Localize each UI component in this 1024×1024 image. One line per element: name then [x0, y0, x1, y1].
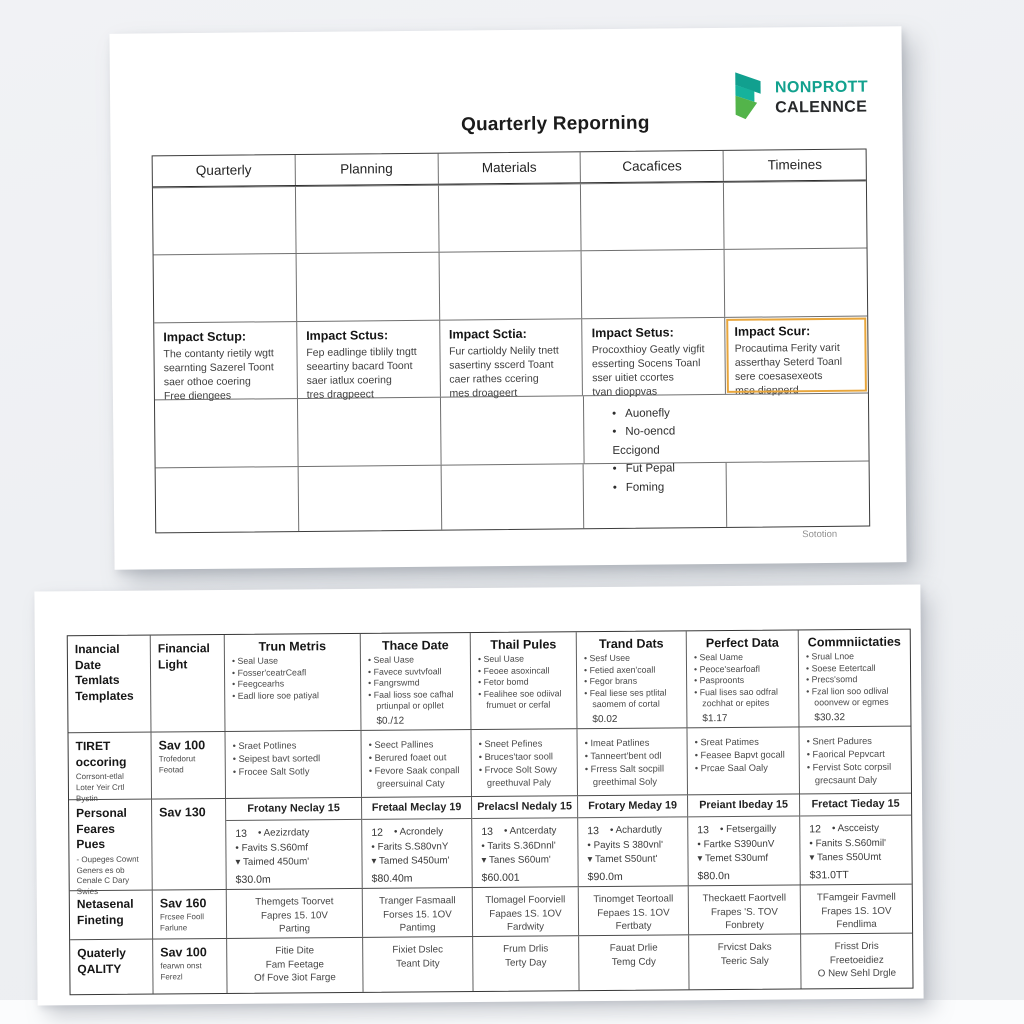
bullet-item: • Fervist Sotc corpsil grecsaunt Daly — [807, 761, 907, 788]
header-cell — [576, 631, 687, 728]
impact-label: Impact Sctup: — [163, 329, 247, 345]
bullet-item: • Sneet Pefines — [479, 737, 573, 751]
empty-cell — [155, 399, 298, 467]
top-paper — [109, 26, 906, 570]
bullet-item: • Fual lises sao odfral zochhat or epites — [694, 686, 794, 710]
bullet-item: • Soese Eetertcall — [806, 662, 906, 674]
empty-cell — [581, 250, 724, 318]
cell-body — [472, 818, 578, 886]
cell-title: Prelacsl Nedaly 15 — [472, 796, 577, 819]
bullet-item: • Berured foaet out — [369, 751, 467, 765]
data-cell — [226, 938, 362, 993]
empty-cell — [583, 463, 726, 528]
data-cell — [472, 887, 578, 936]
cell-text: Tlomagel Foorviell Fapaes 1S. 1OV Fardwity — [485, 894, 566, 934]
data-cell — [472, 936, 578, 991]
cell-text: Tranger Fasmaall Forses 15. 1OV Pantimg — [379, 895, 456, 935]
column-header-cacafices: Cacafices — [580, 151, 723, 182]
sav-value: Sav 130 — [159, 805, 206, 820]
row-sublabel: - Oupeges Cownt Geners es ob Cenale C Dary Swies — [76, 854, 139, 897]
data-cell — [798, 727, 911, 794]
brand-name-line2: CALENNCE — [775, 98, 868, 116]
row-label-cell — [152, 939, 226, 994]
data-cell — [470, 729, 577, 796]
data-cell — [686, 727, 799, 794]
column-header-materials: Materials — [437, 152, 580, 183]
bullet-item: • Foming — [613, 478, 723, 497]
impact-cell — [439, 319, 583, 400]
bullet-list — [471, 653, 576, 712]
impact-row — [154, 316, 868, 400]
empty-cell — [154, 254, 296, 322]
price: $90.0m — [587, 870, 623, 883]
list-item: ▾ Tanes S60um' — [481, 854, 551, 867]
data-cell — [578, 886, 688, 935]
bullet-item: • Faorical Pepvcart — [807, 748, 907, 762]
bullet-item: • Favece suvtvfoall — [368, 666, 466, 678]
row-label: Personal Feares Pues — [76, 805, 127, 852]
empty-cell — [580, 183, 723, 250]
cell-text: TFamgeir Favmell Frapes 1S. 1OV Fendlima — [816, 891, 896, 931]
bullet-list — [577, 652, 686, 711]
row-label: Inancial Date Temlats Templates — [74, 641, 134, 703]
list-item: • Payits S 380vnl' — [587, 839, 664, 852]
price: $31.0TT — [809, 868, 849, 882]
sav-value: Sav 160 — [159, 896, 207, 911]
header-cell — [798, 630, 911, 727]
bullet-item: • Precs'somd — [806, 674, 906, 686]
impact-body: Fur cartioldy Nelily tnett sasertiny sscerd Toant caer rathes ccering mes droageert — [449, 344, 559, 400]
list-item: • Ascceisty — [831, 822, 880, 835]
price — [225, 701, 360, 705]
cell-header: Commniictaties — [807, 634, 901, 650]
row-label-cell — [68, 636, 151, 733]
bullet-item: • Frocee Salt Sotly — [233, 765, 357, 779]
schedule-cell — [361, 797, 472, 888]
bullet-item: • Faal lioss soe cafhal prtiunpal or opllet — [368, 689, 466, 713]
cacafices-bullets-cell — [583, 395, 727, 494]
data-cell — [800, 885, 912, 934]
list-item: • Fetsergailly — [719, 823, 777, 836]
row-sublabel: Trofedorut Feotad — [158, 754, 196, 775]
bullet-item: • Auonefly — [612, 404, 722, 423]
impact-label: Impact Sctus: — [306, 328, 389, 343]
cell-text: Fauat Drlie Temg Cdy — [609, 942, 658, 968]
bottom-paper — [34, 585, 923, 1006]
table-row — [155, 393, 869, 494]
bullet-item: • Feegcearhs — [232, 678, 356, 691]
bullet-item: • Sesf Usee — [584, 652, 682, 664]
table-row — [68, 630, 911, 733]
cell-text: Fitie Dite Fam Feetage Of Fove 3iot Farge — [254, 945, 336, 985]
cell-title: Frotary Meday 19 — [578, 795, 687, 818]
bullet-list — [687, 651, 798, 710]
row-label-cell — [151, 799, 226, 890]
empty-cell — [726, 462, 869, 527]
bullet-item: • Fevore Saak conpall greersuinal Caty — [369, 764, 467, 791]
empty-cell — [440, 464, 583, 529]
impact-cell — [296, 321, 440, 401]
data-cell — [576, 728, 687, 795]
bullet-item: • Feasee Bapvt gocall — [695, 749, 795, 763]
row-label-cell — [150, 732, 225, 799]
bullet-item: • Fut Pepal — [613, 459, 723, 478]
impact-label: Impact Scur: — [734, 324, 811, 339]
table-row — [68, 726, 911, 803]
data-cell — [362, 937, 472, 992]
row-sublabel: fearwn onst Ferezl — [160, 961, 202, 982]
impact-cell — [582, 318, 726, 398]
bullet-item: • Seipest bavt sortedl — [233, 752, 357, 766]
count: 12 — [809, 823, 822, 836]
cell-header: Thail Pules — [490, 637, 557, 652]
cell-title: Fretaal Meclay 19 — [362, 797, 471, 820]
column-header-quarterly: Quarterly — [195, 162, 252, 178]
list-item: ▾ Tanes S50Umt — [809, 852, 882, 864]
schedule-cell — [687, 794, 800, 885]
count: 13 — [587, 825, 600, 838]
bullet-item: • Eadl liore soe patiyal — [232, 690, 356, 703]
bullet-item: • Snert Padures — [807, 735, 907, 749]
bullet-item: • Seul Uase — [478, 653, 572, 665]
price: $0./12 — [376, 715, 405, 727]
cell-body — [226, 820, 362, 888]
bullet-list — [471, 729, 576, 790]
price: $60.001 — [481, 871, 520, 884]
data-cell — [688, 885, 800, 934]
data-cell — [688, 934, 800, 989]
cell-body — [800, 816, 912, 884]
data-cell — [362, 888, 472, 937]
column-header-planning: Planning — [294, 154, 437, 185]
row-label-cell — [69, 800, 152, 897]
schedule-cell — [799, 794, 912, 885]
data-cell — [226, 889, 362, 938]
data-cell — [224, 731, 361, 798]
sav-value: Sav 100 — [158, 738, 206, 753]
empty-cell — [724, 249, 867, 317]
empty-cell — [297, 398, 441, 466]
bullet-item: • Pasproonts — [694, 675, 794, 687]
list-item: • Aezizrdaty — [257, 827, 310, 839]
count: 13 — [481, 825, 494, 838]
cell-body — [688, 816, 800, 884]
row-label: Netasenal Fineting — [76, 896, 134, 927]
quarterly-table — [152, 149, 871, 534]
data-cell — [578, 935, 688, 990]
bullet-item: • Seal Uame — [694, 652, 794, 664]
price: $80.0n — [697, 869, 730, 882]
table-row — [154, 248, 868, 323]
bullet-item: • Fegor brans — [584, 676, 682, 688]
count: 13 — [235, 827, 248, 840]
page-footer: Sototion — [802, 528, 838, 541]
empty-cell — [153, 187, 295, 254]
header-cell — [686, 630, 799, 727]
impact-cell — [154, 322, 297, 402]
cell-body — [362, 819, 472, 887]
cell-text: Themgets Toorvet Fapres 15. 10V Parting — [255, 896, 334, 935]
impact-label: Impact Sctia: — [448, 326, 527, 342]
cell-text: Frisst Dris Freetoeidiez O New Sehl Drgle — [817, 940, 897, 980]
impact-cell-highlighted — [724, 317, 868, 397]
bullet-list — [225, 731, 360, 779]
row-sublabel: Frcsee Fooll Farlune — [159, 912, 204, 933]
bullet-list — [687, 727, 798, 775]
bullet-item: • Prcae Saal Oaly — [695, 762, 795, 776]
schedule-cell — [225, 798, 362, 889]
table-row — [69, 793, 912, 897]
bullet-item: • Seal Uase — [232, 655, 356, 668]
page-title: Quarterly Reporning — [460, 112, 650, 136]
impact-body: Fep eadlinge tiblily tngtt seeartiny bacard Toont saer iatlux coering tres dragpeect — [306, 345, 417, 401]
impact-body: Procautima Ferity varit asserthay Seterd Toanl sere coesasexeots mse diepperd — [734, 341, 843, 397]
list-item: ▾ Taimed 450um' — [235, 856, 310, 869]
list-item: • Acrondely — [393, 826, 444, 838]
list-item: ▾ Tamet S50unt' — [587, 854, 658, 866]
bullet-list — [799, 727, 910, 788]
row-label-cell — [150, 635, 225, 732]
row-label-cell — [70, 940, 152, 995]
cell-text: Frvicst Daks Teeric Saly — [717, 941, 772, 967]
bullet-item: • Feoee asoxincall — [478, 665, 572, 677]
bullet-list — [799, 651, 910, 710]
list-item: • Antcerdaty — [503, 825, 557, 837]
cell-body — [578, 817, 688, 885]
empty-cell — [156, 467, 298, 532]
count: 13 — [697, 824, 710, 837]
empty-cell — [438, 251, 581, 319]
impact-label: Impact Setus: — [591, 325, 674, 341]
bullet-item: • Fosser'ceatrCeafl — [232, 667, 356, 680]
price: $80.40m — [371, 872, 413, 885]
bullet-item: • Bruces'taor sooll — [479, 750, 573, 764]
brand-name-line1: NONPROTT — [774, 78, 869, 96]
list-item: • Fanits S.S60mil' — [809, 838, 887, 850]
table-row — [156, 461, 870, 533]
bullet-item: • Fetied axen'coall — [584, 664, 682, 676]
list-item: • Achardutly — [609, 824, 662, 836]
bullet-list — [361, 654, 470, 713]
header-cell — [224, 634, 361, 731]
bullet-item: • Fetor bomd — [478, 676, 572, 688]
header-cell — [360, 633, 471, 730]
bullet-item: • Seect Pallines — [369, 738, 467, 752]
data-cell — [800, 934, 912, 989]
list-item: • Favits S.S60mf — [235, 842, 309, 855]
table-row — [70, 884, 912, 940]
schedule-cell — [471, 796, 578, 887]
cell-title: Preiant Ibeday 15 — [688, 794, 799, 817]
list-item: • Fartke S390unV — [697, 838, 775, 851]
ribbon-logo-icon — [730, 70, 767, 127]
column-header-timeines: Timeines — [723, 150, 866, 181]
bullet-item: • Sraet Potlines — [233, 739, 357, 753]
price: $1.17 — [702, 713, 728, 725]
row-label-cell — [70, 891, 152, 940]
bullet-list — [577, 728, 686, 789]
bullet-item: • No-oencd Eccigond — [612, 422, 722, 460]
row-label-cell — [69, 733, 152, 803]
list-item: • Tarits S.36Dnnl' — [481, 840, 556, 853]
cell-text: Tinomget Teortoall Fepaes 1S. 1OV Fertbaty — [593, 893, 674, 933]
bullet-item: • Seal Uase — [368, 654, 466, 666]
cell-text: Frum Drlis Terty Day — [503, 943, 549, 969]
table-row — [70, 933, 912, 995]
cell-text: Theckaett Faortvell Frapes 'S. TOV Fonbrety — [702, 892, 787, 932]
cell-title: Frotany Neclay 15 — [226, 798, 361, 821]
price: $0.02 — [592, 713, 618, 726]
empty-cell — [440, 396, 584, 464]
bullet-list — [361, 730, 470, 791]
bullet-item: • Frress Salt socpill greethimal Soly — [585, 762, 683, 789]
data-cell — [360, 730, 471, 797]
count: 12 — [371, 826, 384, 839]
bullet-item: • Feal liese ses ptlital saomem of cortal — [584, 687, 682, 711]
cell-header: Thace Date — [381, 638, 449, 653]
empty-cell — [723, 182, 866, 249]
sav-value: Sav 100 — [160, 945, 207, 960]
bullet-list — [225, 655, 360, 702]
bullet-item: • Frvoce Solt Sowy greethuval Paly — [479, 763, 573, 790]
row-label: Financial Light — [157, 641, 210, 672]
bullet-item: • Sreat Patimes — [695, 736, 795, 750]
cell-title: Fretact Tieday 15 — [800, 794, 911, 817]
bullet-item: • Srual Lnoe — [806, 651, 906, 663]
bullet-item: • Imeat Patlines — [585, 736, 683, 750]
price: $30.32 — [814, 712, 846, 724]
row-label-cell — [152, 890, 226, 939]
schedule-table — [67, 629, 914, 996]
schedule-cell — [577, 795, 688, 886]
empty-cell — [726, 394, 869, 462]
row-label: TIRET occoring — [75, 738, 127, 769]
bullet-item: • Fzal lion soo odlival ooonvew or egmes — [806, 685, 906, 709]
bullet-item: • Fealihee soe odiival frumuet or cerfal — [478, 688, 572, 712]
brand-logo — [730, 69, 869, 127]
list-item: • Farits S.S80vnY — [371, 841, 449, 854]
row-sublabel: Corrsont-etlal Loter Yeir Crtl Bystin — [75, 771, 125, 803]
empty-cell — [295, 253, 438, 321]
empty-cell — [295, 186, 438, 253]
cell-header: Trand Dats — [598, 636, 664, 652]
list-item: ▾ Temet S30umf — [697, 853, 769, 865]
bullet-item: • Peoce'searfoafl — [694, 663, 794, 675]
bullet-item: • Tanneert'bent odl — [585, 749, 683, 763]
impact-body: Procoxthioy Geatly vigfit esserting Socens Toanl sser uitiet ccortes tvan dioppvas — [591, 343, 705, 398]
cell-header: Perfect Data — [705, 635, 779, 651]
price: $30.0m — [235, 873, 271, 886]
impact-body: The contanty rietily wgtt searnting Sazerel Toont saer othoe coering Free diengees — [163, 347, 274, 402]
cell-text: Fixiet Dslec Teant Dity — [392, 944, 444, 970]
cell-header: Trun Metris — [258, 639, 327, 654]
list-item: ▾ Tamed S450um' — [371, 855, 450, 868]
empty-cell — [297, 466, 440, 531]
table-row — [153, 181, 867, 255]
bullet-item: • Fangrswmd — [368, 677, 466, 689]
empty-cell — [438, 184, 581, 251]
header-cell — [470, 632, 577, 729]
row-label: Quaterly QALITY — [77, 945, 126, 976]
